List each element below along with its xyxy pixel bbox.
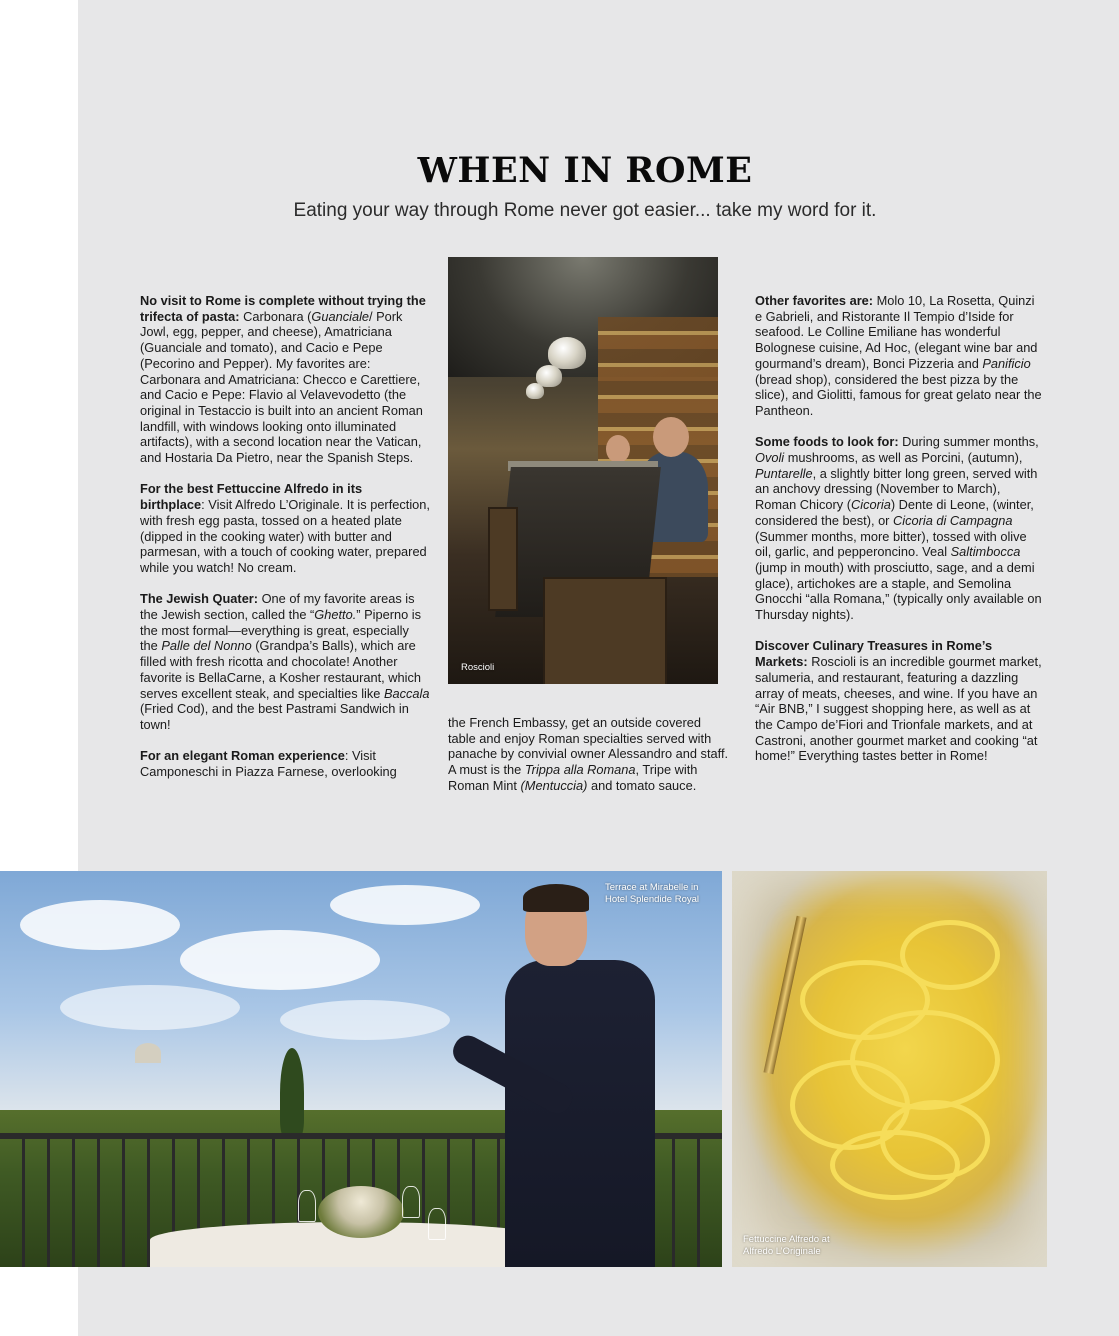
- terrace-caption: Terrace at Mirabelle in Hotel Splendide Royal: [605, 882, 700, 905]
- paragraph-jewish-quarter: The Jewish Quater: One of my favorite areas is the Jewish section, called the “Ghetto.” Piperno is the most formal—everything is great, especially the Palle del Nonno (Grandpa’s Balls), which are filled with fresh ricotta and chocolate! Another favorite is BellaCarne, a Kosher restaurant, which serves excellent steak, and specialties like Baccala (Fried Cod), and the best Pastrami Sandwich in town!: [140, 591, 430, 732]
- article-column-2: [448, 715, 732, 809]
- pendant-lamp: [526, 383, 544, 399]
- plate-rim: [732, 871, 1047, 1267]
- wine-glass: [428, 1208, 446, 1240]
- pendant-lamp: [548, 337, 586, 369]
- paragraph-markets: Discover Culinary Treasures in Rome’s Markets: Roscioli is an incredible gourmet market, salumeria, and restaurant, featuring a dazzling array of meats, cheeses, and wine. If you have an “Air BNB,” I suggest shopping here, as well as at the Campo de’Fiori and Trionfale markets, and at Castroni, another gourmet market and cooking “at home!” Everything tastes better in Rome!: [755, 638, 1042, 764]
- cypress-tree: [280, 1048, 304, 1138]
- flower-centerpiece: [318, 1186, 404, 1238]
- page-title: WHEN IN ROME: [417, 150, 753, 191]
- paragraph-foods-to-look-for: Some foods to look for: During summer months, Ovoli mushrooms, as well as Porcini, (autumn), Puntarelle, a slightly bitter long green, served with an anchovy dressing (November to March), Roman Chicory (Cicoria) Dente di Leone, (winter, considered the best), or Cicoria di Campagna (Summer months, more bitter), tossed with olive oil, garlic, and pepperoncino. Veal Saltimbocca (jump in mouth) with prosciutto, sage, and a demi glace), artichokes are a staple, and Semolina Gnocchi “alla Romana,” (typically only available on Thursday nights).: [755, 434, 1042, 623]
- cloud: [330, 885, 480, 925]
- paragraph-pasta-trifecta: No visit to Rome is complete without trying the trifecta of pasta: Carbonara (Guanciale/ Pork Jowl, egg, pepper, and cheese), Amatriciana (Guanciale and tomato), and Cacio e Pepe (Pecorino and Pepper). My favorites are: Carbonara and Amatriciana: Checco e Carettiere, and Cacio e Pepe: Flavio al Velavevodetto (the original in Testaccio is built into an ancient Roman landfill, with windows looking onto illuminated artifacts), with a second location near the Vatican, and Hostaria Da Pietro, near the Spanish Steps.: [140, 293, 426, 466]
- paragraph-other-favorites: Other favorites are: Molo 10, La Rosetta, Quinzi e Gabrieli, and Ristorante Il Tempio d’Iside for seafood. Le Colline Emiliane has wonderful Bolognese cuisine, Ad Hoc, (elegant wine bar and gourmand’s dream), Bonci Pizzeria and Panificio (bread shop), considered the best pizza by the slice), and Giolitti, famous for great gelato near the Pantheon.: [755, 293, 1042, 418]
- fettuccine-caption: Fettuccine Alfredo at Alfredo L’Originale: [743, 1234, 830, 1257]
- article-column-3: [755, 293, 1045, 780]
- roscioli-caption: Roscioli: [461, 662, 495, 673]
- roscioli-photo: [448, 257, 718, 684]
- bar-stool: [488, 507, 518, 611]
- staff-head: [606, 435, 630, 463]
- paragraph-camponeschi: the French Embassy, get an outside covered table and enjoy Roman specialties served with panache by convivial owner Alessandro and staff. A must is the Trippa alla Romana, Tripe with Roman Mint (Mentuccia) and tomato sauce.: [448, 715, 729, 793]
- cloud: [20, 900, 180, 950]
- paragraph-elegant-roman: For an elegant Roman experience: Visit Camponeschi in Piazza Farnese, overlooking: [140, 748, 397, 780]
- chef-head: [653, 417, 689, 457]
- paragraph-fettuccine-alfredo: For the best Fettuccine Alfredo in its birthplace: Visit Alfredo L’Originale. It is perfection, with fresh egg pasta, tossed on a heated plate (dipped in the cooking water) with butter and parmesan, with a touch of cooking water, prepared while you watch! No cream.: [140, 481, 430, 575]
- article-column-1: [140, 293, 430, 795]
- wine-glass: [298, 1190, 316, 1222]
- cloud: [60, 985, 240, 1030]
- bar-chair: [543, 577, 667, 684]
- cloud: [180, 930, 380, 990]
- page-subtitle: Eating your way through Rome never got easier... take my word for it.: [293, 200, 877, 221]
- st-peters-dome: [135, 1043, 161, 1063]
- cloud: [280, 1000, 450, 1040]
- wine-glass: [402, 1186, 420, 1218]
- waiter-hair: [523, 884, 589, 912]
- waiter-figure: [505, 960, 655, 1267]
